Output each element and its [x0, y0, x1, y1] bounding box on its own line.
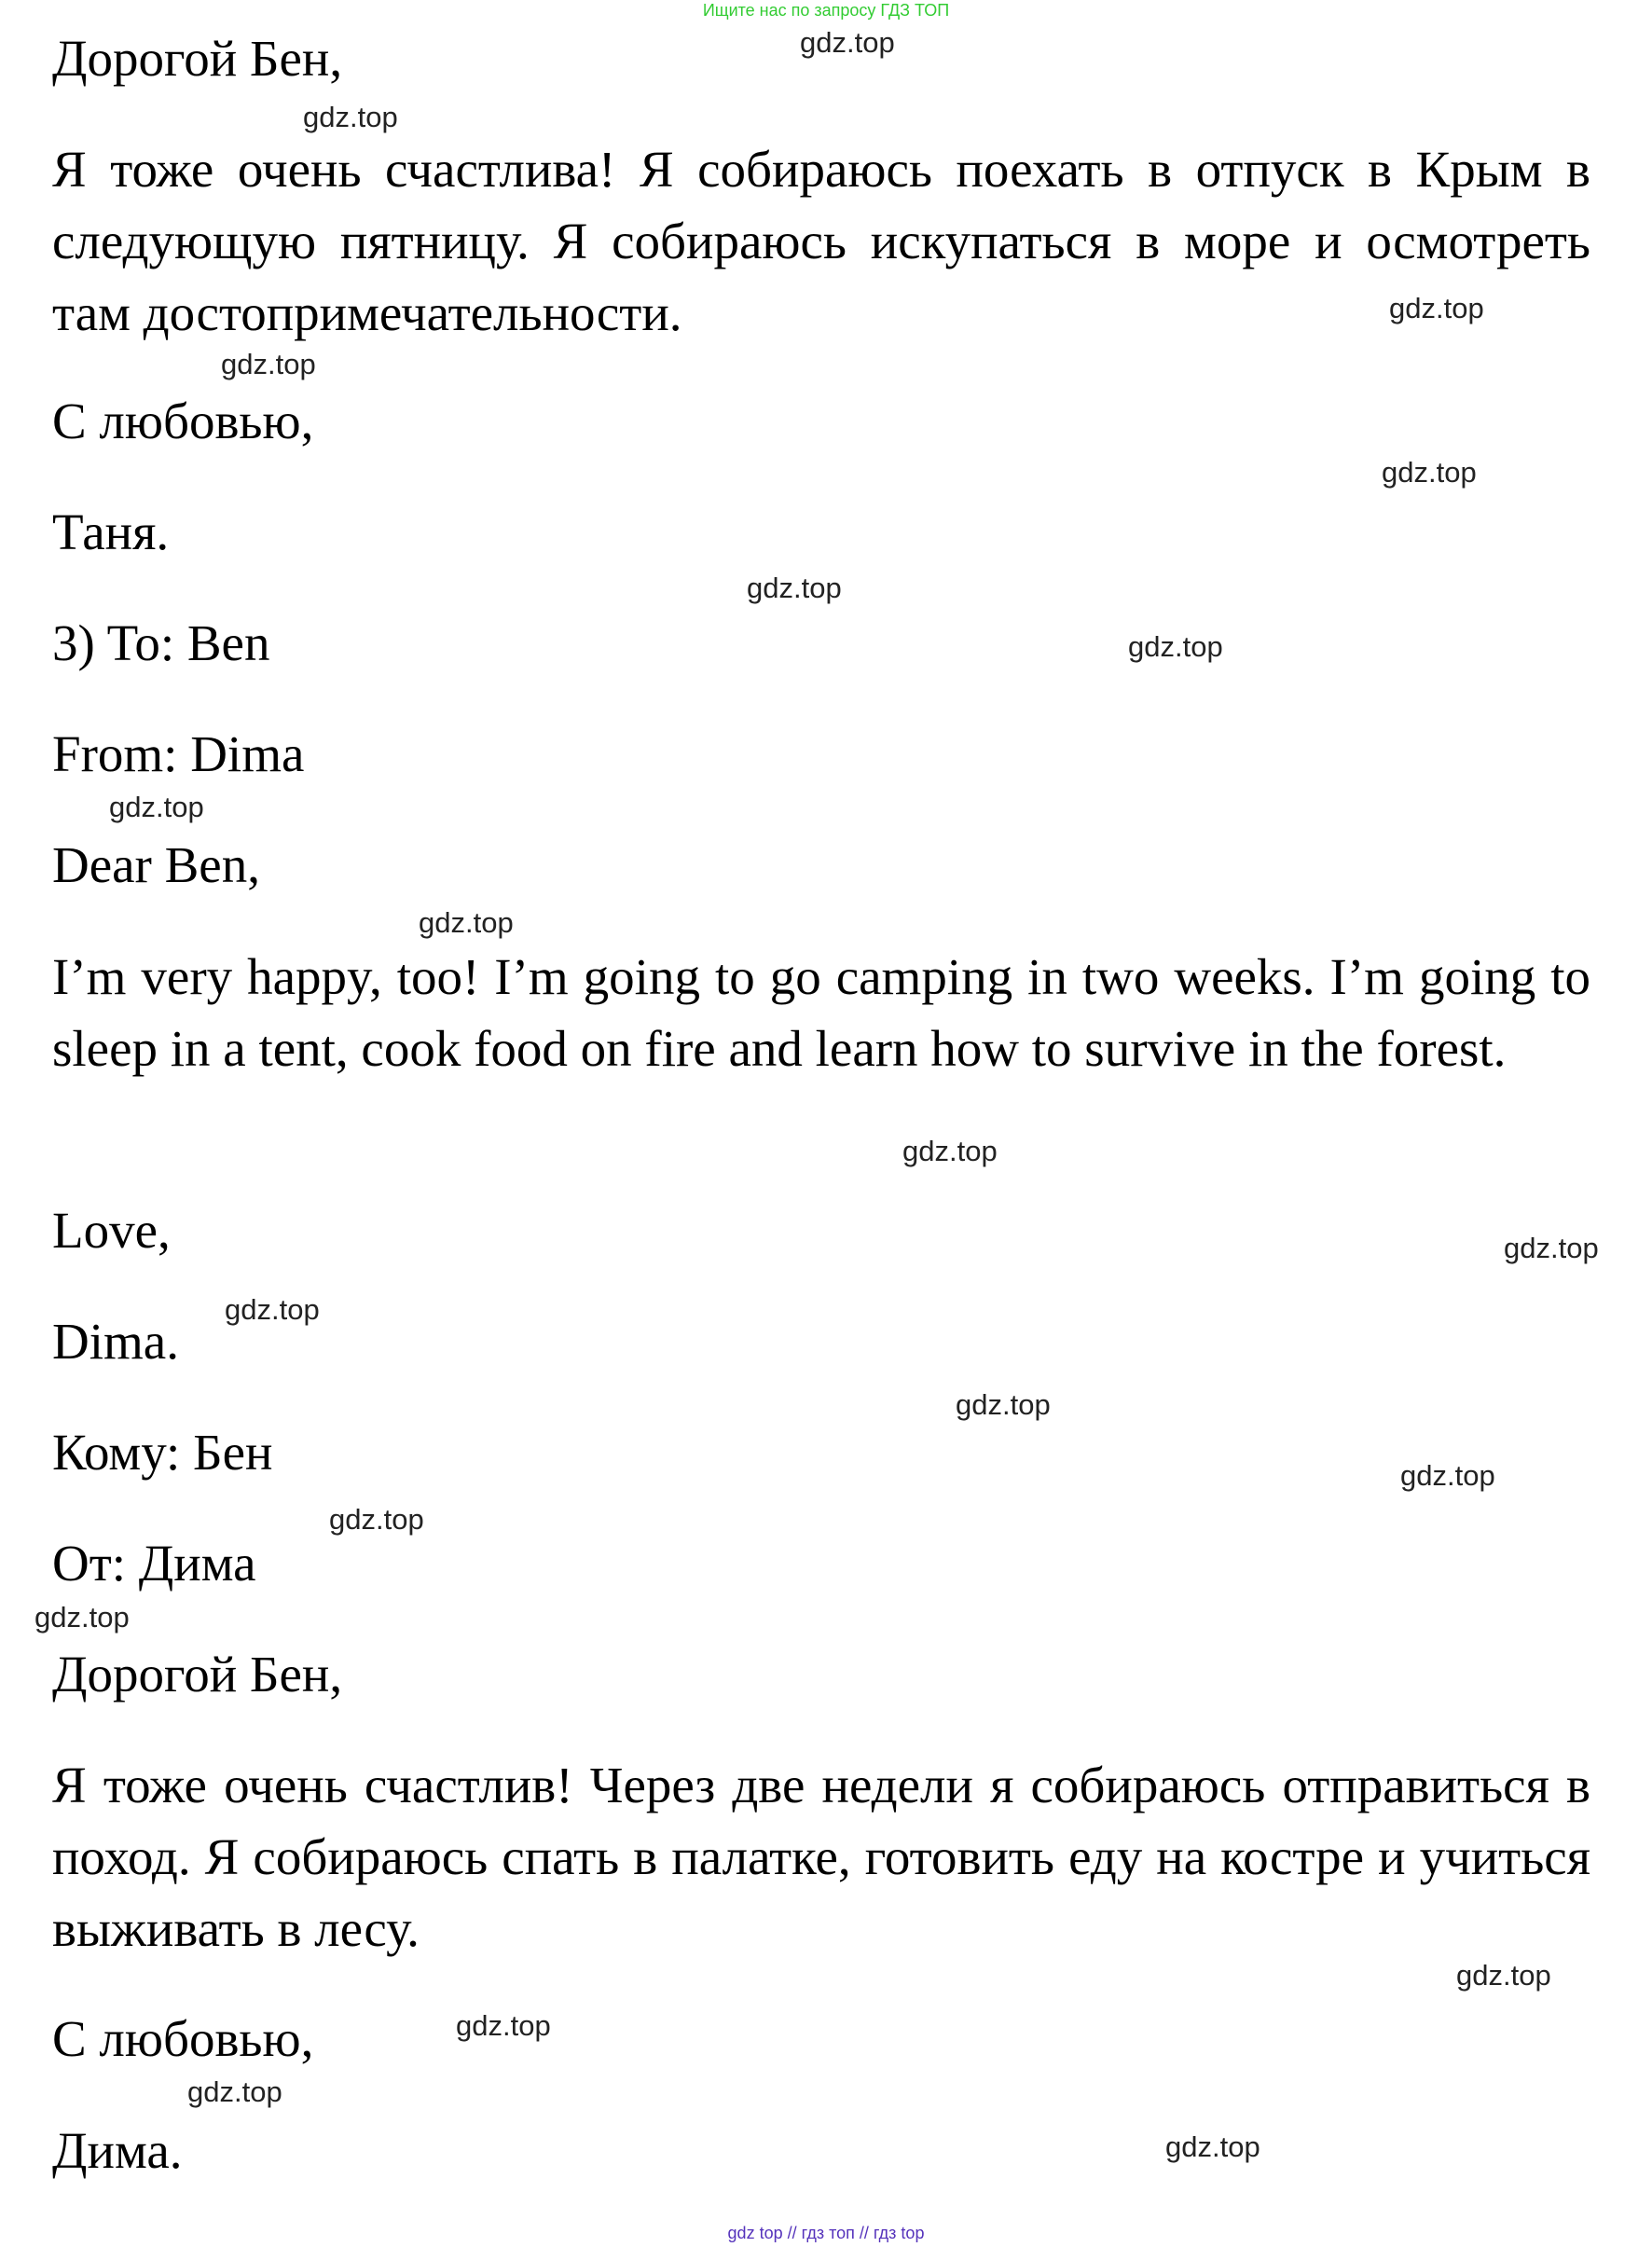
- watermark: gdz.top: [329, 1503, 424, 1536]
- dima-en-body: I’m very happy, too! I’m going to go camping in two weeks. I’m going to sleep in a tent, cook food on fire and learn how to survive in the forest.: [52, 948, 1590, 1077]
- dima-ru-body: Я тоже очень счастлив! Через две недели я собираюсь отправиться в поход. Я собираюсь спать в палатке, готовить еду на костре и учиться выживать в лесу.: [52, 1757, 1590, 1957]
- watermark: gdz.top: [1389, 292, 1484, 324]
- dima-en-signature: Dima.: [52, 1313, 179, 1370]
- tanya-closing: С любовью,: [52, 393, 314, 449]
- tanya-signature: Таня.: [52, 503, 170, 560]
- watermark: gdz.top: [1504, 1232, 1599, 1264]
- watermark: gdz.top: [1165, 2130, 1260, 2163]
- tanya-body: Я тоже очень счастлива! Я собираюсь поехать в отпуск в Крым в следующую пятницу. Я собираюсь искупаться в море и осмотреть там достопримечательности.: [52, 141, 1590, 341]
- watermark: gdz.top: [419, 906, 514, 939]
- watermark: gdz.top: [109, 791, 204, 823]
- dima-ru-signature: Дима.: [52, 2122, 183, 2179]
- watermark: gdz.top: [902, 1135, 998, 1167]
- tanya-greeting: Дорогой Бен,: [52, 30, 343, 87]
- dima-ru-closing: С любовью,: [52, 2010, 314, 2067]
- watermark: gdz.top: [221, 348, 316, 380]
- dima-en-greeting: Dear Ben,: [52, 836, 260, 893]
- top-banner: Ищите нас по запросу ГДЗ ТОП: [702, 1, 950, 20]
- watermark: gdz.top: [800, 26, 895, 59]
- watermark: gdz.top: [956, 1388, 1051, 1421]
- watermark: gdz.top: [187, 2075, 282, 2108]
- watermark: gdz.top: [34, 1601, 130, 1634]
- watermark: gdz.top: [456, 2009, 551, 2042]
- dima-ru-to: Кому: Бен: [52, 1424, 273, 1481]
- dima-en-closing: Love,: [52, 1202, 171, 1259]
- watermark: gdz.top: [225, 1293, 320, 1326]
- dima-en-to: 3) To: Ben: [52, 614, 270, 671]
- footer-watermark: gdz top // гдз топ // гдз top: [727, 2224, 925, 2242]
- watermark: gdz.top: [1128, 630, 1223, 663]
- watermark: gdz.top: [1382, 456, 1477, 489]
- watermark: gdz.top: [747, 572, 842, 604]
- watermark: gdz.top: [1456, 1959, 1551, 1992]
- dima-en-from: From: Dima: [52, 725, 305, 782]
- dima-ru-from: От: Дима: [52, 1535, 256, 1592]
- watermark: gdz.top: [1400, 1459, 1495, 1492]
- dima-ru-greeting: Дорогой Бен,: [52, 1646, 343, 1702]
- watermark: gdz.top: [303, 101, 398, 133]
